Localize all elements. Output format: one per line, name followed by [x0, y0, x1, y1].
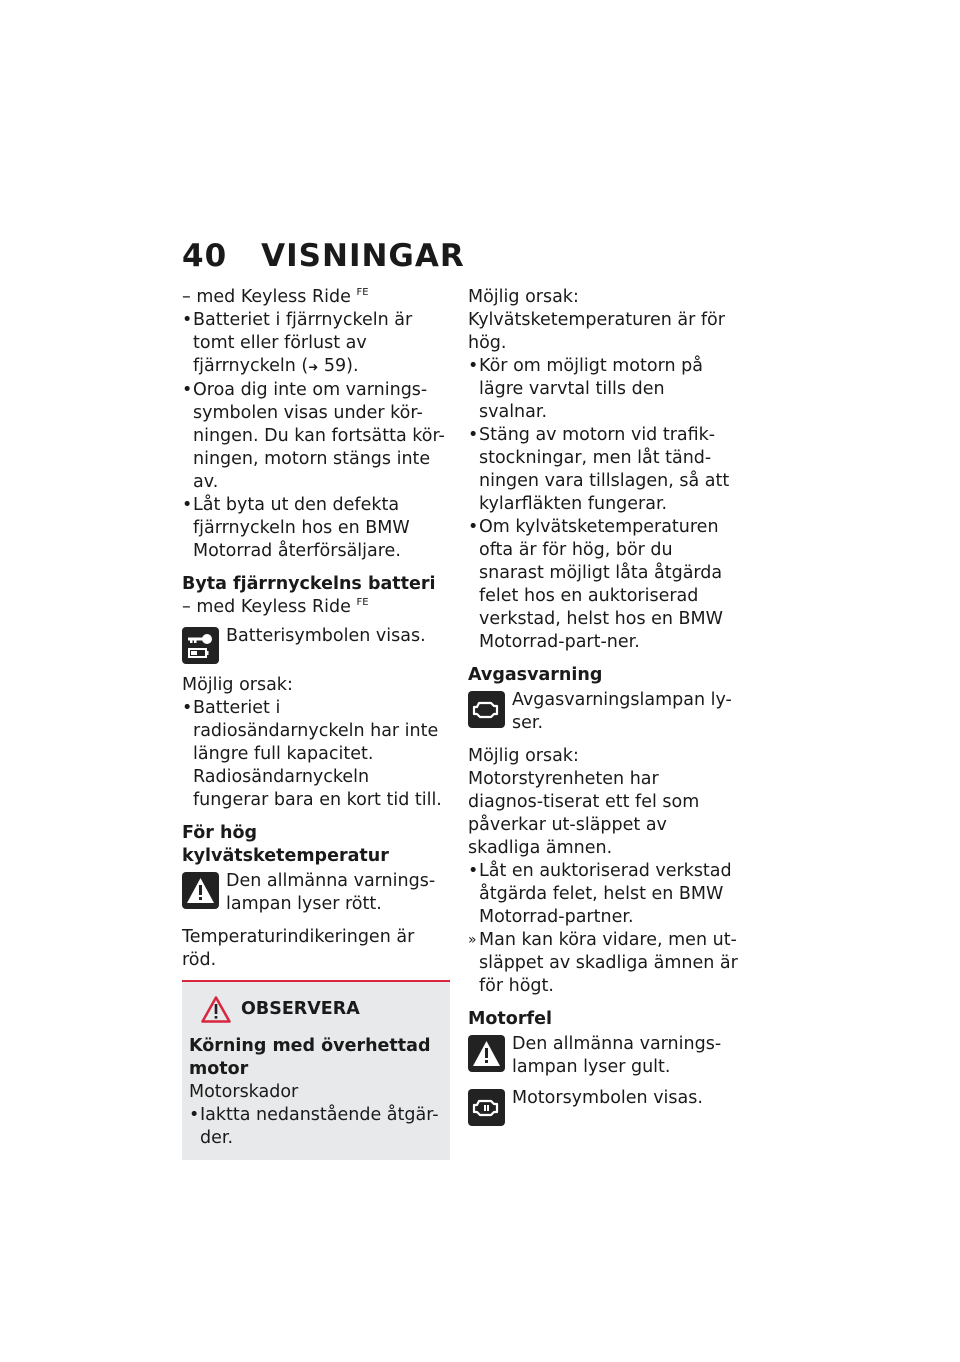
possible-cause-label-2: Möjlig orsak:	[468, 746, 579, 766]
requirement-keyless-ride-2: – med Keyless Ride $^{FE}$	[182, 597, 369, 617]
arrow-ref-icon: ➜	[308, 360, 319, 374]
heading-engine-fault: Motorfel	[468, 1009, 552, 1029]
engine-lamp-text: Den allmänna varnings-lampan lyser gult.	[512, 1034, 722, 1077]
possible-cause-label: Möjlig orsak:	[468, 287, 579, 307]
bullet-battery-capacity: • Batteriet i radiosändarnyckeln har inte längre full kapacitet. Radiosändarnyckeln fungerar bara en kort tid till.	[182, 697, 450, 812]
note-label: OBSERVERA	[241, 999, 360, 1019]
right-column	[468, 286, 738, 1126]
possible-cause-label: Möjlig orsak:	[182, 675, 293, 695]
requirement-keyless-ride: – med Keyless Ride $^{FE}$	[182, 287, 369, 307]
page-reference-link[interactable]: 59).	[323, 356, 359, 376]
note-title: Körning med överhettad motor	[189, 1036, 431, 1079]
left-column	[182, 286, 450, 1160]
battery-symbol-text: Batterisymbolen visas.	[226, 626, 426, 646]
cause-emission-text: Motorstyrenheten har diagnos-tiserat ett fel som påverkar ut-släppet av skadliga ämnen.	[468, 769, 700, 858]
bullet-traffic-jam: • Stäng av motorn vid trafik-stockningar, men låt tänd-ningen vara tillslagen, så att kylarfläkten fungerar.	[468, 424, 738, 516]
engine-symbol-row	[468, 1087, 738, 1126]
heading-exhaust-warning: Avgasvarning	[468, 665, 603, 685]
page-header	[182, 238, 465, 274]
note-header	[189, 996, 443, 1023]
note-consequence: Motorskador	[189, 1082, 299, 1102]
bullet-lower-rpm: • Kör om möjligt motorn på lägre varvtal tills den svalnar.	[468, 355, 738, 424]
temp-lamp-row	[182, 870, 450, 916]
bullet-workshop: • Om kylvätsketemperaturen ofta är för hög, bör du snarast möjligt låta åtgärda felet hos en auktoriserad verkstad, helst hos en BMW Motorrad-part-ner.	[468, 516, 738, 654]
page-number: 40	[182, 238, 228, 274]
exhaust-lamp-text: Avgasvarningslampan ly-ser.	[512, 690, 732, 733]
bullet-replace-key: • Låt byta ut den defekta fjärrnyckeln hos en BMW Motorrad återförsäljare.	[182, 494, 450, 563]
exhaust-lamp-row	[468, 689, 738, 735]
heading-replace-battery: Byta fjärrnyckelns batteri	[182, 574, 436, 594]
engine-check-icon	[468, 691, 505, 728]
cause-coolant-text: Kylvätsketemperaturen är för hög.	[468, 310, 725, 353]
temp-display-text: Temperaturindikeringen är röd.	[182, 927, 415, 970]
engine-symbol-text: Motorsymbolen visas.	[512, 1088, 703, 1108]
key-battery-icon	[182, 627, 219, 664]
engine-symbol-icon	[468, 1089, 505, 1126]
warning-triangle-icon	[468, 1035, 505, 1072]
bullet-battery-empty: • Batteriet i fjärrnyckeln är tomt eller förlust av fjärrnyckeln (➜ 59).	[182, 309, 450, 379]
caution-note	[182, 982, 450, 1160]
note-action: • Iaktta nedanstående åtgär-der.	[189, 1104, 443, 1150]
result-continue-driving: » Man kan köra vidare, men ut-släppet av skadliga ämnen är för högt.	[468, 929, 738, 998]
battery-symbol-row	[182, 625, 450, 664]
caution-icon	[201, 996, 231, 1023]
warning-triangle-icon	[182, 872, 219, 909]
bullet-dont-worry: • Oroa dig inte om varnings-symbolen visas under kör-ningen. Du kan fortsätta kör-ningen, motorn stängs inte av.	[182, 379, 450, 494]
page-title: VISNINGAR	[261, 238, 465, 274]
heading-coolant-temp: För hög kylvätsketemperatur	[182, 823, 389, 866]
bullet-workshop-2: • Låt en auktoriserad verkstad åtgärda felet, helst en BMW Motorrad-partner.	[468, 860, 738, 929]
engine-lamp-row	[468, 1033, 738, 1079]
temp-lamp-text: Den allmänna varnings-lampan lyser rött.	[226, 871, 436, 914]
